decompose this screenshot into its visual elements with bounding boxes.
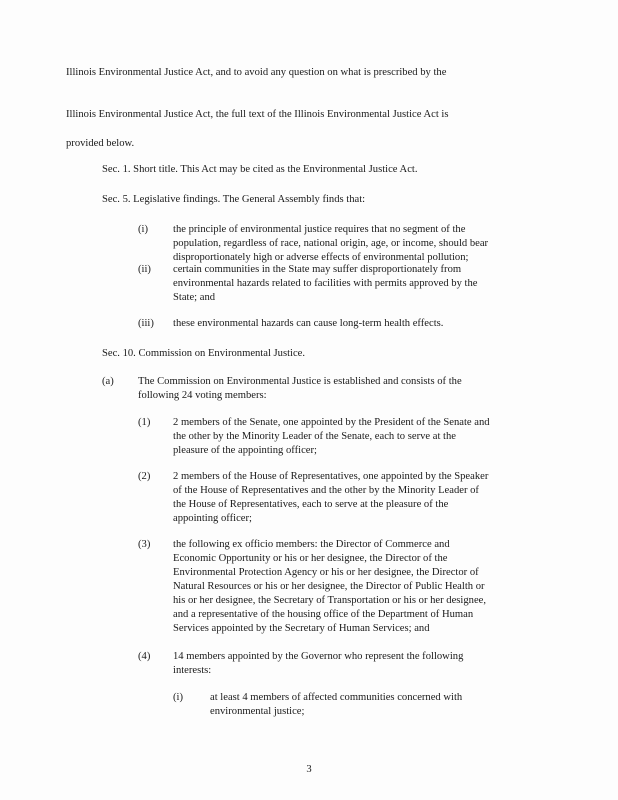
finding-ii-marker: (ii) [138,264,151,275]
intro-line-2: Illinois Environmental Justice Act, the full text of the Illinois Environmental Justice Act is [66,109,449,120]
intro-line-3: provided below. [66,138,135,149]
member-2-text [173,470,488,526]
interest-i-marker: (i) [173,692,183,703]
member-1-text [173,416,490,458]
member-2-line-2: of the House of Representatives and the other by the Minority Leader of [173,485,479,496]
member-4-marker: (4) [138,651,151,662]
finding-i-line-1: the principle of environmental justice requires that no segment of the [173,224,466,235]
finding-ii-line-3: State; and [173,292,216,303]
member-1-marker: (1) [138,417,151,428]
finding-ii-line-1: certain communities in the State may suffer disproportionately from [173,264,462,275]
interest-i-line-2: environmental justice; [210,706,305,717]
subsection-a-text [138,375,462,403]
member-4-text [173,650,463,678]
member-2-marker: (2) [138,471,151,482]
finding-i-text [173,223,488,265]
subsection-a-marker: (a) [102,376,114,387]
member-2-line-1: 2 members of the House of Representatives, one appointed by the Speaker [173,471,489,482]
finding-iii-text: these environmental hazards can cause long-term health effects. [173,318,444,329]
finding-iii-marker: (iii) [138,318,154,329]
member-1-line-1: 2 members of the Senate, one appointed by the President of the Senate and [173,417,490,428]
finding-ii-text [173,263,477,305]
finding-i-marker: (i) [138,224,148,235]
member-3-line-7: Services appointed by the Secretary of Human Services; and [173,623,430,634]
finding-ii-line-2: environmental hazards related to facilities with permits approved by the [173,278,478,289]
finding-i-line-3: disproportionately high or adverse effects of environmental pollution; [173,252,469,263]
member-3-line-3: Environmental Protection Agency or his or her designee, the Director of [173,567,479,578]
member-4-line-1: 14 members appointed by the Governor who represent the following [173,651,464,662]
page-number: 3 [306,764,312,775]
member-3-line-4: Natural Resources or his or her designee, the Director of Public Health or [173,581,485,592]
member-3-text [173,538,486,636]
intro-line-1: Illinois Environmental Justice Act, and to avoid any question on what is prescribed by the [66,67,447,78]
member-2-line-4: appointing officer; [173,513,252,524]
member-4-line-2: interests: [173,665,212,676]
interest-i-text [210,691,462,719]
member-3-line-2: Economic Opportunity or his or her designee, the Director of the [173,553,448,564]
finding-i-line-2: population, regardless of race, national origin, age, or income, should bear [173,238,489,249]
subsection-a-line-2: following 24 voting members: [138,390,267,401]
section-10-heading: Sec. 10. Commission on Environmental Justice. [102,348,306,359]
member-2-line-3: the House of Representatives, each to serve at the pleasure of the [173,499,449,510]
section-5-heading: Sec. 5. Legislative findings. The General Assembly finds that: [102,194,366,205]
subsection-a-line-1: The Commission on Environmental Justice is established and consists of the [138,376,462,387]
member-1-line-2: the other by the Minority Leader of the Senate, each to serve at the [173,431,456,442]
member-3-line-6: and a representative of the housing office of the Department of Human [173,609,474,620]
member-3-line-5: his or her designee, the Secretary of Transportation or his or her designee, [173,595,487,606]
interest-i-line-1: at least 4 members of affected communities concerned with [210,692,463,703]
member-3-marker: (3) [138,539,151,550]
member-3-line-1: the following ex officio members: the Director of Commerce and [173,539,450,550]
member-1-line-3: pleasure of the appointing officer; [173,445,317,456]
section-1-heading: Sec. 1. Short title. This Act may be cited as the Environmental Justice Act. [102,164,418,175]
